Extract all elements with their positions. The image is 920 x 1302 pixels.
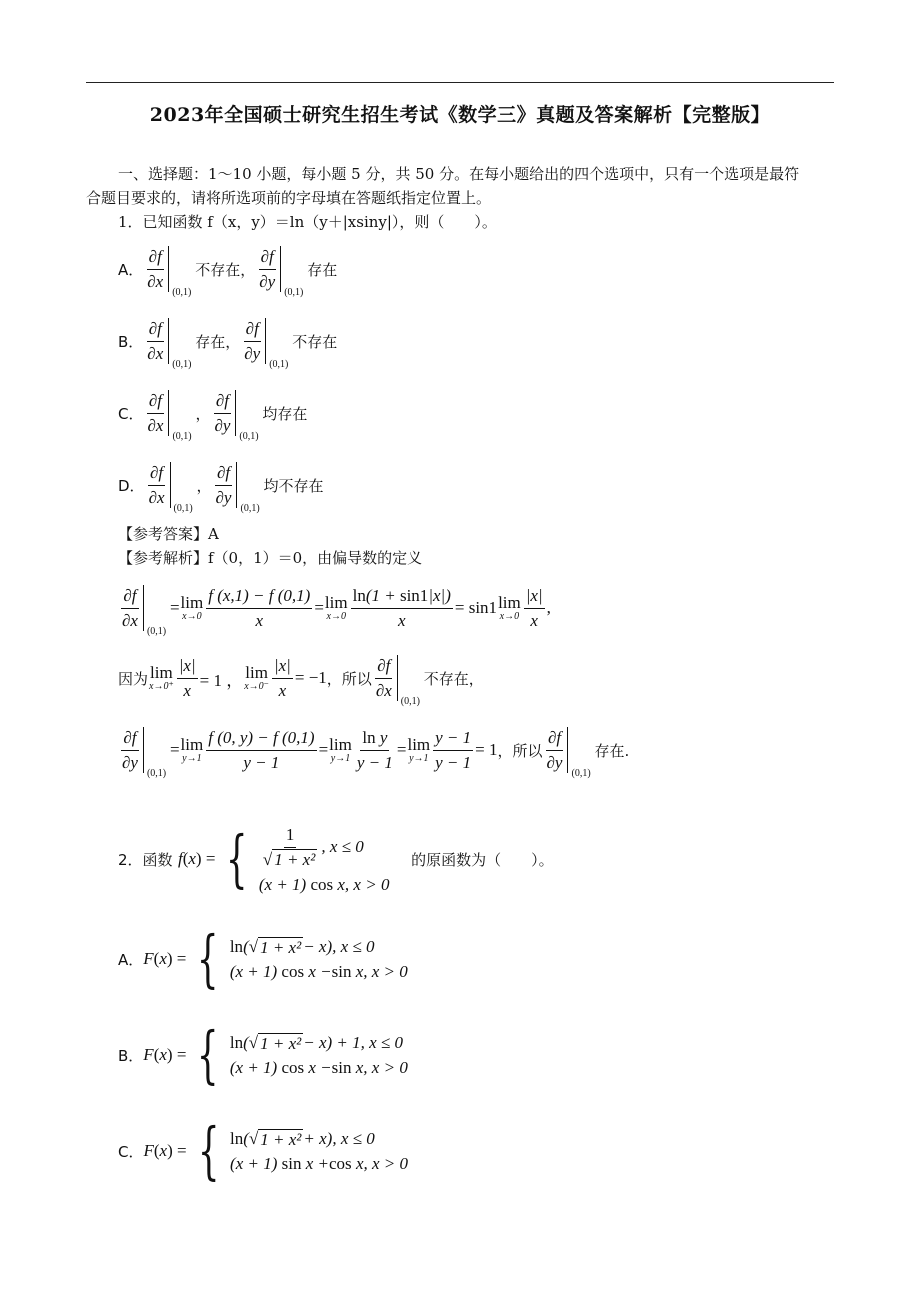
analysis-line: 【参考解析】f（0，1）＝0，由偏导数的定义 (118, 549, 423, 567)
question-2-stem: 2．函数 f ( x ) = { $\frac{1}{\text{√ 1 + x²}}$ , x ≤ 0 (x + 1) cos x, x > 0 的原函数为（ ）。 (118, 822, 554, 895)
question-1-stem: 1．已知函数 f（x，y）＝ln（y＋|xsiny|），则（ ）。 (118, 213, 497, 231)
equation-partial-y: $\frac{\partial f}{\partial y}$ (0,1) = lim y→1 $\frac{f (0, y) - f (0,1)}{y - 1}$ = lim y→1 $\frac{\text{ln y}}{y - 1}$ = lim y→1 $\frac{y - 1}{y - 1}$ = 1 ，所以 $\frac{\partial f}{\partial y}$ (0,1) 存在. (122, 727, 630, 779)
page-title: 2023年全国硕士研究生招生考试《数学三》真题及答案解析【完整版】 (149, 104, 771, 126)
intro-line-2: 合题目要求的，请将所选项前的字母填在答题纸指定位置上。 (86, 189, 492, 207)
option-1c: C． $\frac{\partial f}{\partial x}$ (0,1) ， $\frac{\partial f}{\partial y}$ (0,1) 均存在 (118, 390, 308, 442)
intro-line-1: 一、选择题：1～10 小题，每小题 5 分，共 50 分。在每小题给出的四个选项中，只有一个选项是最符 (118, 165, 800, 183)
option-2b: B． F ( x ) = { ln (√ 1 + x² − x) + 1, x ≤ 0 (x + 1) cos x − sin x, x > 0 (118, 1018, 408, 1091)
option-1a: A． $\frac{\partial f}{\partial x}$ (0,1) 不存在， $\frac{\partial f}{\partial y}$ (0,1) 存在 (118, 246, 338, 298)
option-2c: C． F ( x ) = { ln (√ 1 + x² + x), x ≤ 0 (x + 1) sin x + cos x, x > 0 (118, 1114, 408, 1187)
answer-line: 【参考答案】A (118, 525, 219, 543)
option-2a: A． F ( x ) = { ln (√ 1 + x² − x), x ≤ 0 (x + 1) cos x − sin x, x > 0 (118, 922, 408, 995)
option-1b: B． $\frac{\partial f}{\partial x}$ (0,1) 存在， $\frac{\partial f}{\partial y}$ (0,1) 不存在 (118, 318, 338, 370)
option-1d: D． $\frac{\partial f}{\partial x}$ (0,1) ， $\frac{\partial f}{\partial y}$ (0,1) 均不存在 (118, 462, 324, 514)
header-rule (86, 82, 834, 83)
equation-limits: 因为 lim x→0⁺ $\frac{|x|}{x}$ = 1 ， lim x→0⁻ $\frac{|x|}{x}$ = −1 ，所以 $\frac{\partial f}{\partial x}$ (0,1) 不存在， (118, 655, 484, 707)
equation-partial-x: $\frac{\partial f}{\partial x}$ (0,1) = lim x→0 $\frac{f (x,1) - f (0,1)}{x}$ = lim x→0 $\frac{\ln(1 + \sin 1|x|)}{x}$ = sin1 lim x→0 $\frac{|x|}{x}$ , (122, 585, 551, 637)
